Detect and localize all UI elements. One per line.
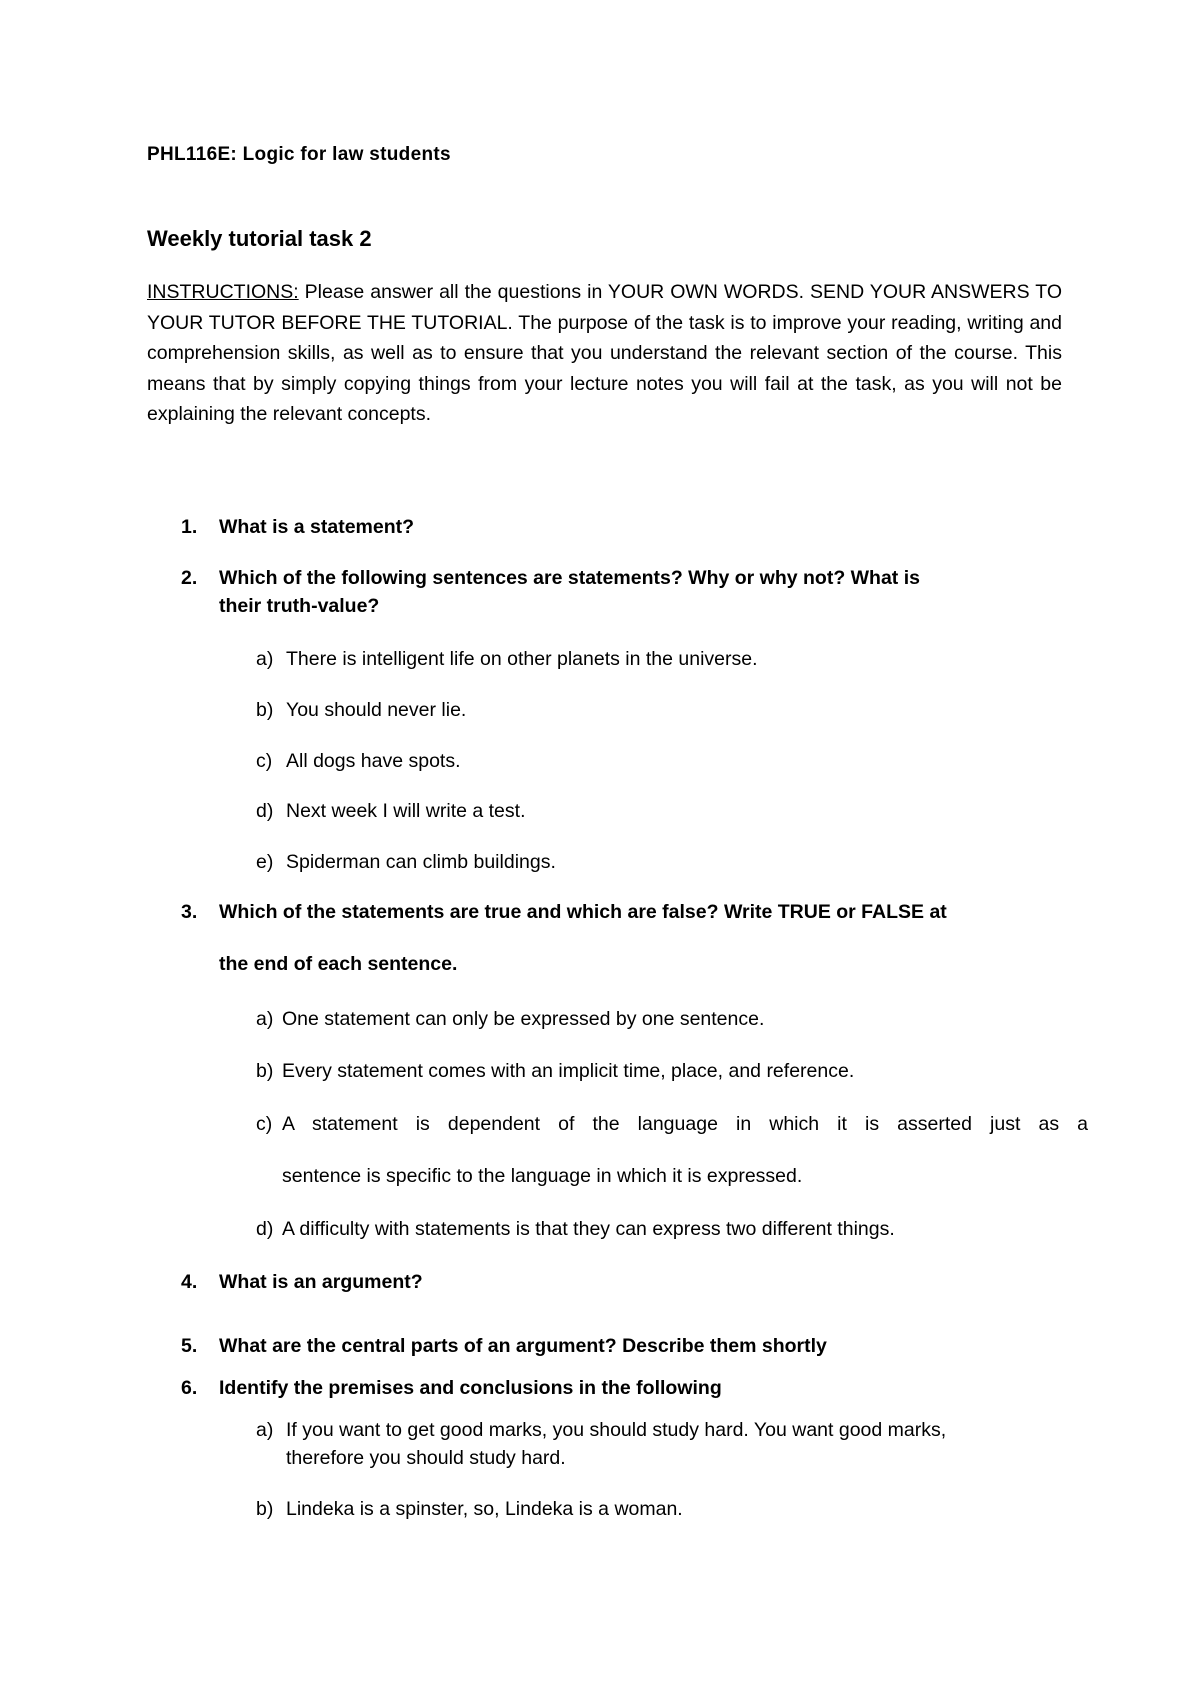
question-text-line-1: Which of the statements are true and which are false? Write TRUE or FALSE at (219, 901, 947, 923)
item-text: Next week I will write a test. (286, 800, 526, 822)
question-text-line-1: Which of the following sentences are statements? Why or why not? What is (219, 567, 920, 589)
item-letter: a) (256, 1419, 274, 1441)
question-number: 6. (181, 1377, 198, 1399)
question-number: 2. (181, 567, 198, 589)
item-text: There is intelligent life on other planets in the universe. (286, 648, 758, 670)
question-number: 3. (181, 901, 198, 923)
item-text-line-2: sentence is specific to the language in which it is expressed. (282, 1165, 803, 1187)
item-text: Spiderman can climb buildings. (286, 851, 556, 873)
question-text: What are the central parts of an argument? Describe them shortly (219, 1335, 827, 1357)
item-letter: a) (256, 1008, 274, 1030)
item-text: Every statement comes with an implicit time, place, and reference. (282, 1060, 855, 1082)
item-text: You should never lie. (286, 699, 467, 721)
question-number: 4. (181, 1271, 198, 1293)
item-text-line-1: A statement is dependent of the language in which it is asserted just as a (282, 1113, 1088, 1135)
item-text: One statement can only be expressed by one sentence. (282, 1008, 765, 1030)
question-text: What is an argument? (219, 1271, 423, 1293)
item-letter: b) (256, 1060, 274, 1082)
question-text: What is a statement? (219, 516, 415, 538)
item-letter: b) (256, 699, 274, 721)
item-letter: e) (256, 851, 274, 873)
instructions-label: INSTRUCTIONS: (147, 281, 299, 303)
item-text: A difficulty with statements is that they can express two different things. (282, 1218, 895, 1240)
task-title: Weekly tutorial task 2 (147, 226, 372, 251)
question-text: Identify the premises and conclusions in the following (219, 1377, 722, 1399)
item-letter: d) (256, 1218, 274, 1240)
question-number: 5. (181, 1335, 198, 1357)
item-text: All dogs have spots. (286, 750, 461, 772)
instructions-paragraph (147, 277, 1062, 430)
item-letter: b) (256, 1498, 274, 1520)
question-text-line-2: their truth-value? (219, 595, 380, 617)
item-letter: a) (256, 648, 274, 670)
item-text: Lindeka is a spinster, so, Lindeka is a woman. (286, 1498, 683, 1520)
question-text-line-2: the end of each sentence. (219, 953, 458, 975)
item-letter: d) (256, 800, 274, 822)
instructions-text: Please answer all the questions in YOUR OWN WORDS. SEND YOUR ANSWERS TO YOUR TUTOR BEFORE THE TUTORIAL. The purpose of the task is to improve your reading, writing and comprehension skills, as well as to ensure that you understand the relevant section of the course. This means that by simply copying things from your lecture notes you will fail at the task, as you will not be explaining the relevant concepts. (147, 281, 1062, 425)
course-title: PHL116E: Logic for law students (147, 144, 451, 165)
question-number: 1. (181, 516, 198, 538)
item-letter: c) (256, 750, 273, 772)
item-text-line-2: therefore you should study hard. (286, 1447, 566, 1469)
item-text-line-1: If you want to get good marks, you should study hard. You want good marks, (286, 1419, 947, 1441)
item-letter: c) (256, 1113, 273, 1135)
